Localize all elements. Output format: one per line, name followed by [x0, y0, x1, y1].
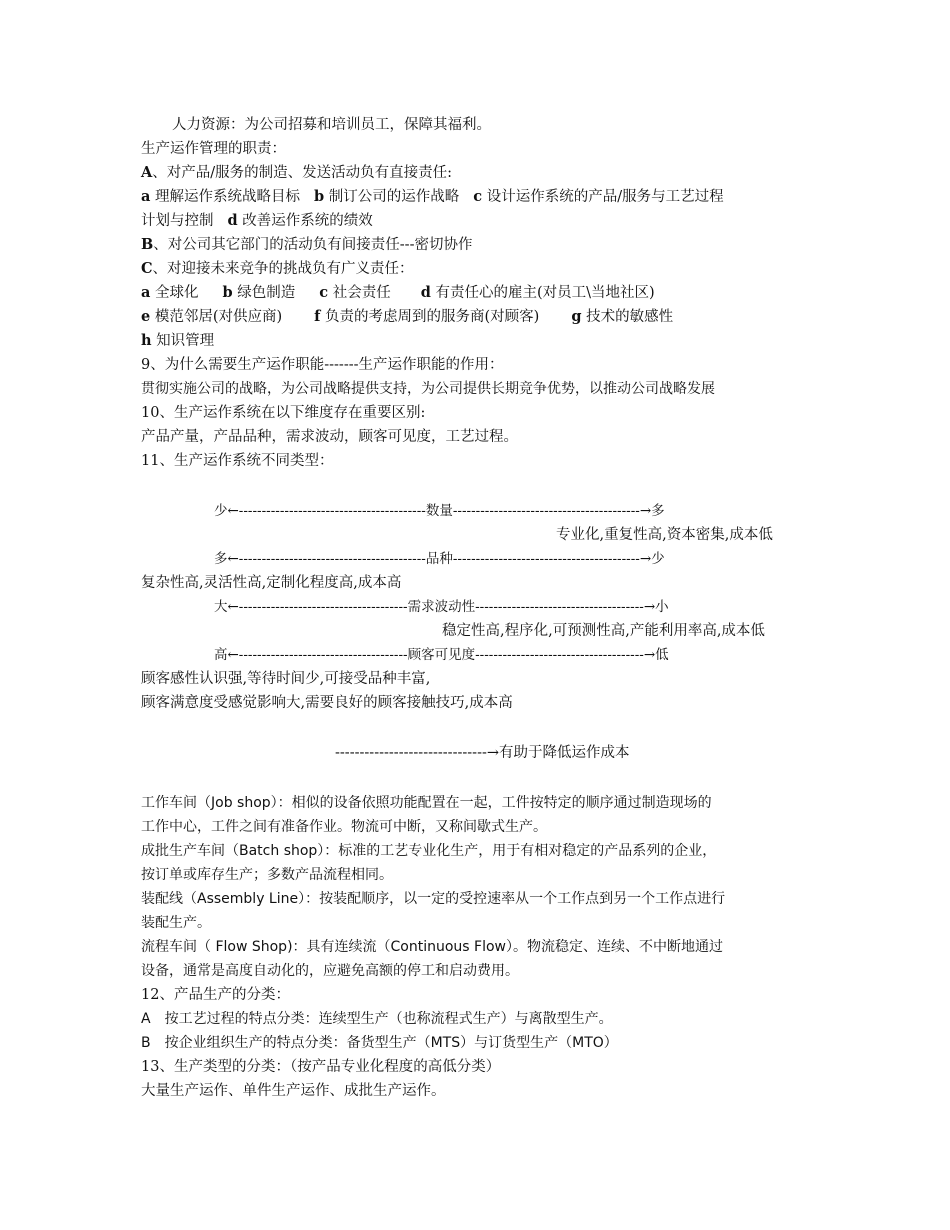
batch-shop-line-1: 成批生产车间（Batch shop）：标准的工艺专业化生产，用于有相对稳定的产品系列的企业， — [141, 843, 717, 859]
duty-c-items-row-2: e 模范邻居(对供应商) f 负责的考虑周到的服务商(对顾客) g 技术的敏感性 — [141, 308, 674, 325]
assembly-line-line-2: 装配生产。 — [141, 915, 211, 931]
duty-b: B、对公司其它部门的活动负有间接责任---密切协作 — [141, 236, 473, 253]
visibility-note-2: 顾客满意度受感觉影响大,需要良好的顾客接触技巧,成本高 — [141, 695, 513, 711]
job-shop-line-2: 工作中心，工件之间有准备作业。物流可中断，又称间歇式生产。 — [141, 819, 547, 835]
duty-c-heading: C、对迎接未来竞争的挑战负有广义责任： — [141, 260, 414, 277]
quantity-note: 专业化,重复性高,资本密集,成本低 — [556, 527, 773, 543]
q9-title: 9、为什么需要生产运作职能-------生产运作职能的作用： — [141, 357, 504, 373]
job-shop-line-1: 工作车间（Job shop）：相似的设备依照功能配置在一起，工件按特定的顺序通过制造现场的 — [141, 795, 712, 811]
q9-body: 贯彻实施公司的战略，为公司战略提供支持，为公司提供长期竞争优势，以推动公司战略发展 — [141, 381, 715, 397]
q13-body: 大量生产运作、单件生产运作、成批生产运作。 — [141, 1083, 446, 1099]
duty-a-items-row-2: 计划与控制 d 改善运作系统的绩效 — [141, 212, 373, 229]
batch-shop-line-2: 按订单或库存生产；多数产品流程相同。 — [141, 867, 393, 883]
q12-title: 12、产品生产的分类： — [141, 987, 290, 1003]
duty-c-items-row-3: h 知识管理 — [141, 332, 215, 349]
duty-a-items-row-1: a 理解运作系统战略目标 b 制订公司的运作战略 c 设计运作系统的产品/服务与工艺过程 — [141, 188, 724, 205]
duty-c-items-row-1: a 全球化 b 绿色制造 c 社会责任 d 有责任心的雇主(对员工\当地社区) — [141, 284, 655, 301]
q13-title: 13、生产类型的分类：（按产品专业化程度的高低分类） — [141, 1059, 501, 1075]
dimension-customer-visibility: 高←-------------------------------------顾客可见度-------------------------------------→低 — [214, 647, 669, 663]
duty-a-heading: A、对产品/服务的制造、发送活动负有直接责任: — [141, 164, 453, 181]
visibility-note-1: 顾客感性认识强,等待时间少,可接受品种丰富, — [141, 671, 431, 687]
flow-shop-line-1: 流程车间（ Flow Shop)：具有连续流（Continuous Flow）。物流稳定、连续、不中断地通过 — [141, 939, 724, 955]
q12-item-b: B 按企业组织生产的特点分类：备货型生产（MTS）与订货型生产（MTO） — [141, 1035, 618, 1051]
dimension-variety: 多←-----------------------------------------品种-----------------------------------------→少 — [214, 551, 665, 567]
q10-title: 10、生产运作系统在以下维度存在重要区别: — [141, 405, 426, 421]
cost-arrow: -------------------------------→有助于降低运作成本 — [335, 745, 630, 761]
duties-title: 生产运作管理的职责： — [141, 141, 286, 157]
dimension-demand-variation: 大←-------------------------------------需求波动性-------------------------------------→小 — [214, 599, 669, 615]
q10-body: 产品产量，产品品种，需求波动，顾客可见度，工艺过程。 — [141, 429, 518, 445]
q11-title: 11、生产运作系统不同类型： — [141, 453, 334, 469]
flow-shop-line-2: 设备，通常是高度自动化的，应避免高额的停工和启动费用。 — [141, 963, 519, 979]
demand-variation-note: 稳定性高,程序化,可预测性高,产能利用率高,成本低 — [442, 623, 765, 639]
dimension-quantity: 少←-----------------------------------------数量-----------------------------------------→多 — [214, 503, 665, 519]
q12-item-a: A 按工艺过程的特点分类：连续型生产（也称流程式生产）与离散型生产。 — [141, 1011, 613, 1027]
hr-line: 人力资源：为公司招募和培训员工，保障其福利。 — [172, 117, 491, 133]
assembly-line-line-1: 装配线（Assembly Line）：按装配顺序，以一定的受控速率从一个工作点到另一个工作点进行 — [141, 891, 726, 907]
variety-note: 复杂性高,灵活性高,定制化程度高,成本高 — [141, 575, 402, 591]
